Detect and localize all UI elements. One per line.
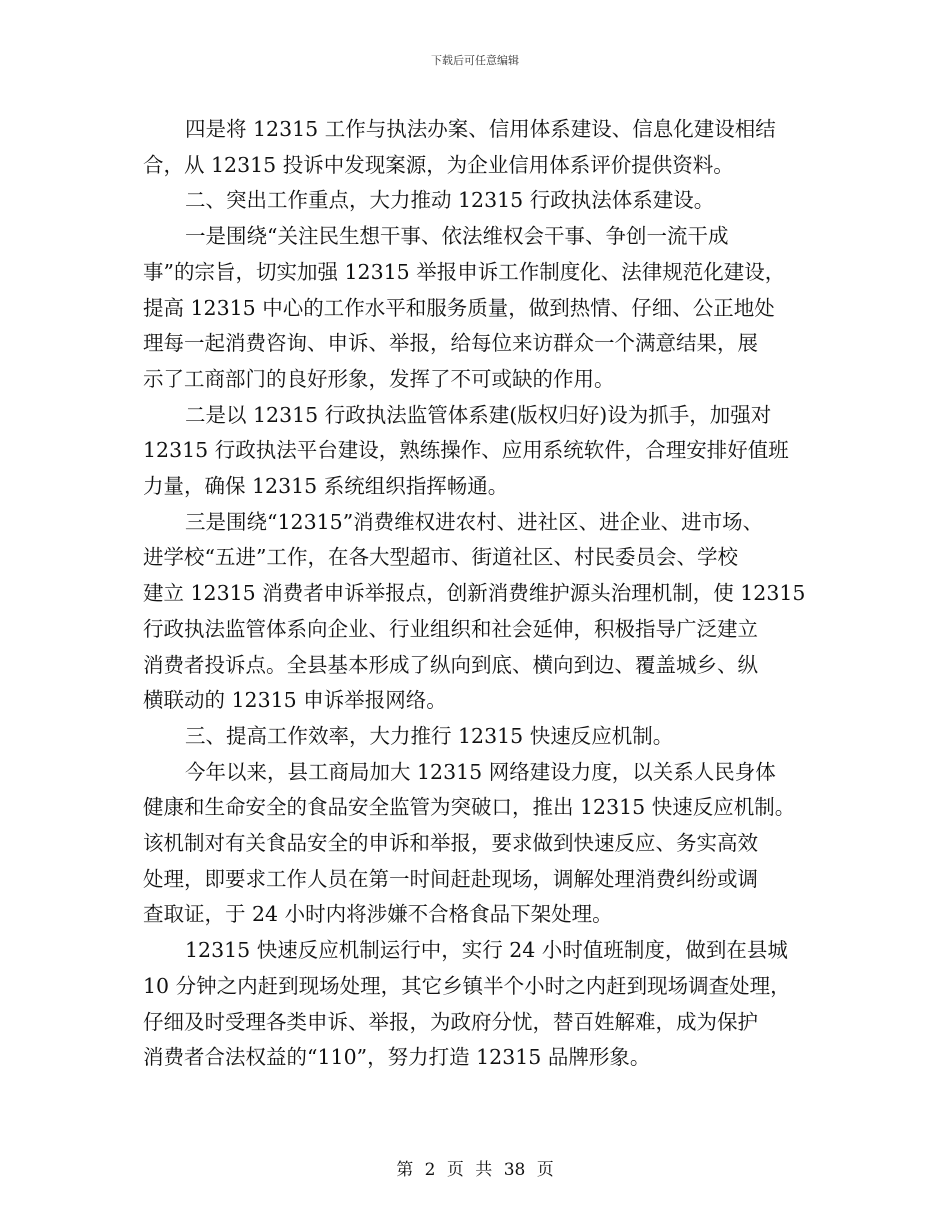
text-line: 12315 行政执法平台建设，熟练操作、应用系统软件，合理安排好值班 <box>143 438 789 463</box>
text-line: 力量，确保 12315 系统组织指挥畅通。 <box>143 474 509 499</box>
page-header: 下载后可任意编辑 <box>431 54 519 67</box>
body-text <box>143 112 808 1076</box>
text-line: 行政执法监管体系向企业、行业组织和社会延伸，积极指导广泛建立 <box>143 616 758 641</box>
text-line: 四是将 12315 工作与执法办案、信用体系建设、信息化建设相结 <box>185 117 776 141</box>
text-line: 消费者合法权益的“110”，努力打造 12315 品牌形象。 <box>143 1045 651 1070</box>
text-line: 理每一起消费咨询、申诉、举报，给每位来访群众一个满意结果，展 <box>143 331 758 356</box>
text-line: 二是以 12315 行政执法监管体系建(版权归好)设为抓手，加强对 <box>185 402 772 427</box>
text-line: 查取证，于 24 小时内将涉嫌不合格食品下架处理。 <box>143 902 613 927</box>
text-line: 10 分钟之内赶到现场处理，其它乡镇半个小时之内赶到现场调查处理， <box>143 973 791 998</box>
text-line: 该机制对有关食品安全的申诉和举报，要求做到快速反应、务实高效 <box>143 831 758 856</box>
text-line: 示了工商部门的良好形象，发挥了不可或缺的作用。 <box>143 366 615 391</box>
text-line: 三是围绕“12315”消费维权进农村、进社区、进企业、进市场、 <box>185 509 764 534</box>
text-line: 进学校“五进”工作，在各大型超市、街道社区、村民委员会、学校 <box>143 545 738 570</box>
text-line: 今年以来，县工商局加大 12315 网络建设力度，以关系人民身体 <box>185 759 776 784</box>
text-line: 建立 12315 消费者申诉举报点，创新消费维护源头治理机制，使 12315 <box>143 581 806 606</box>
text-line: 处理，即要求工作人员在第一时间赶赴现场，调解处理消费纠纷或调 <box>143 866 758 891</box>
text-line: 12315 快速反应机制运行中，实行 24 小时值班制度，做到在县城 <box>185 938 788 963</box>
text-line: 消费者投诉点。全县基本形成了纵向到底、横向到边、覆盖城乡、纵 <box>143 652 758 677</box>
section-heading: 二、突出工作重点，大力推动 12315 行政执法体系建设。 <box>185 188 715 213</box>
text-line: 一是围绕“关注民生想干事、依法维权会干事、争创一流干成 <box>185 224 729 249</box>
page-number: 第 2 页 共 38 页 <box>396 1160 554 1180</box>
text-line: 横联动的 12315 申诉举报网络。 <box>143 688 447 713</box>
section-heading: 三、提高工作效率，大力推行 12315 快速反应机制。 <box>185 723 674 748</box>
text-line: 合，从 12315 投诉中发现案源，为企业信用体系评价提供资料。 <box>143 152 734 177</box>
text-line: 仔细及时受理各类申诉、举报，为政府分忧，替百姓解难，成为保护 <box>143 1009 758 1034</box>
text-line: 事”的宗旨，切实加强 12315 举报申诉工作制度化、法律规范化建设， <box>143 259 786 284</box>
text-line: 提高 12315 中心的工作水平和服务质量，做到热情、仔细、公正地处 <box>143 295 775 320</box>
text-line: 健康和生命安全的食品安全监管为突破口，推出 12315 快速反应机制。 <box>143 795 796 820</box>
